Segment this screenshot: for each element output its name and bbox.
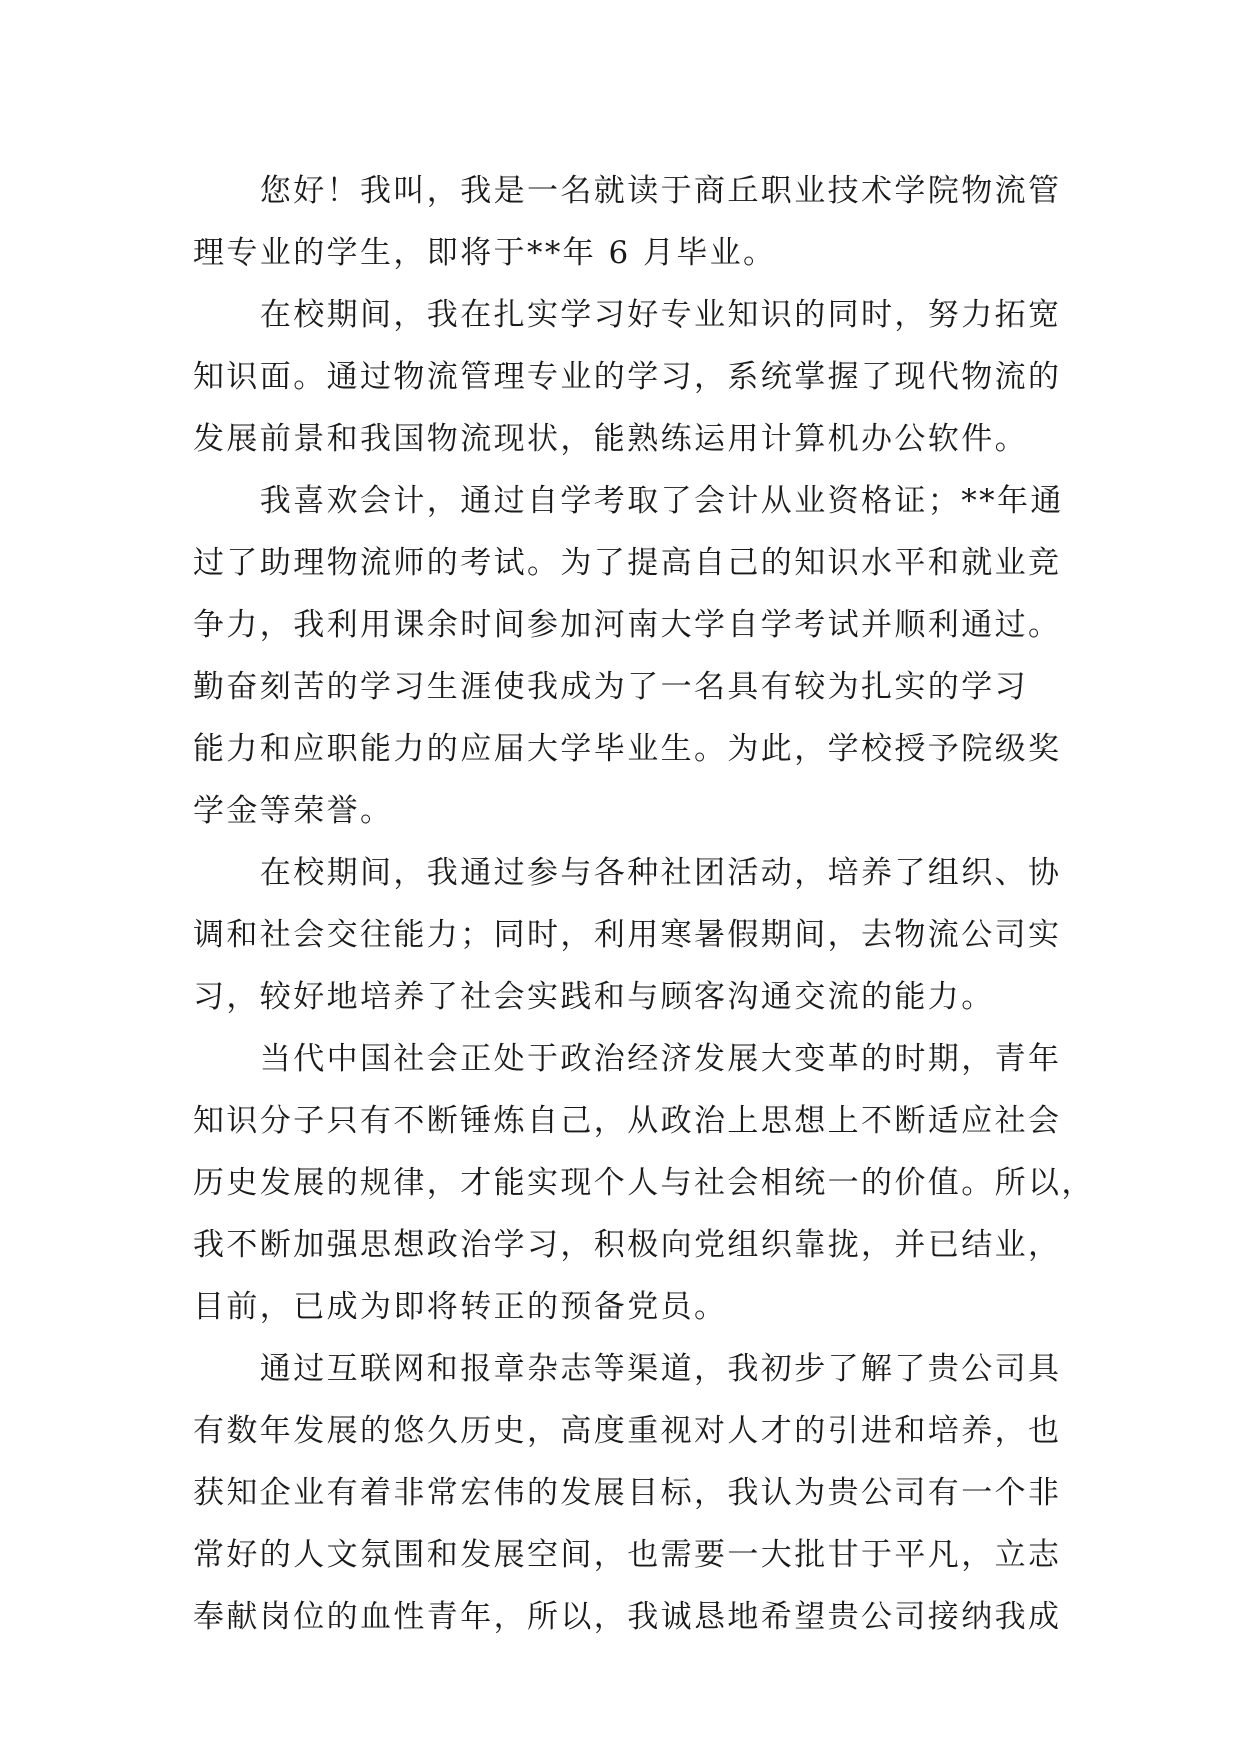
text-line: 有数年发展的悠久历史，高度重视对人才的引进和培养，也 <box>193 1413 1062 1449</box>
text-line: 常好的人文氛围和发展空间，也需要一大批甘于平凡，立志 <box>193 1537 1062 1573</box>
text-line: 知识分子只有不断锤炼自己，从政治上思想上不断适应社会 <box>193 1103 1062 1139</box>
text-line: 勤奋刻苦的学习生涯使我成为了一名具有较为扎实的学习 <box>193 669 1028 705</box>
paragraph-studies <box>193 284 1062 470</box>
text-line: 当代中国社会正处于政治经济发展大变革的时期，青年 <box>193 1041 1062 1077</box>
text-line: 习，较好地培养了社会实践和与顾客沟通交流的能力。 <box>193 979 995 1015</box>
text-line: 目前，已成为即将转正的预备党员。 <box>193 1289 728 1325</box>
text-line: 我不断加强思想政治学习，积极向党组织靠拢，并已结业， <box>193 1227 1062 1263</box>
text-line: 争力，我利用课余时间参加河南大学自学考试并顺利通过。 <box>193 607 1062 643</box>
paragraph-greeting <box>193 160 1062 284</box>
text-line: 过了助理物流师的考试。为了提高自己的知识水平和就业竞 <box>193 545 1062 581</box>
text-line: 理专业的学生，即将于**年 6 月毕业。 <box>193 235 777 271</box>
text-line: 在校期间，我在扎实学习好专业知识的同时，努力拓宽 <box>193 297 1062 333</box>
paragraph-qualifications <box>193 470 1064 842</box>
text-line: 奉献岗位的血性青年，所以，我诚恳地希望贵公司接纳我成 <box>193 1599 1062 1635</box>
document-body <box>193 160 1095 1648</box>
paragraph-activities <box>193 842 1062 1028</box>
text-line: 能力和应职能力的应届大学毕业生。为此，学校授予院级奖 <box>193 731 1062 767</box>
text-line: 我喜欢会计，通过自学考取了会计从业资格证；**年通 <box>193 483 1064 519</box>
text-line: 发展前景和我国物流现状，能熟练运用计算机办公软件。 <box>193 421 1028 457</box>
text-line: 您好！我叫，我是一名就读于商丘职业技术学院物流管 <box>193 173 1062 209</box>
text-line: 历史发展的规律，才能实现个人与社会相统一的价值。所以， <box>193 1165 1095 1201</box>
text-line: 知识面。通过物流管理专业的学习，系统掌握了现代物流的 <box>193 359 1062 395</box>
text-line: 获知企业有着非常宏伟的发展目标，我认为贵公司有一个非 <box>193 1475 1062 1511</box>
text-line: 学金等荣誉。 <box>193 793 394 829</box>
text-line: 在校期间，我通过参与各种社团活动，培养了组织、协 <box>193 855 1062 891</box>
text-line: 通过互联网和报章杂志等渠道，我初步了解了贵公司具 <box>193 1351 1062 1387</box>
text-line: 调和社会交往能力；同时，利用寒暑假期间，去物流公司实 <box>193 917 1062 953</box>
paragraph-company <box>193 1338 1062 1648</box>
paragraph-political <box>193 1028 1095 1338</box>
